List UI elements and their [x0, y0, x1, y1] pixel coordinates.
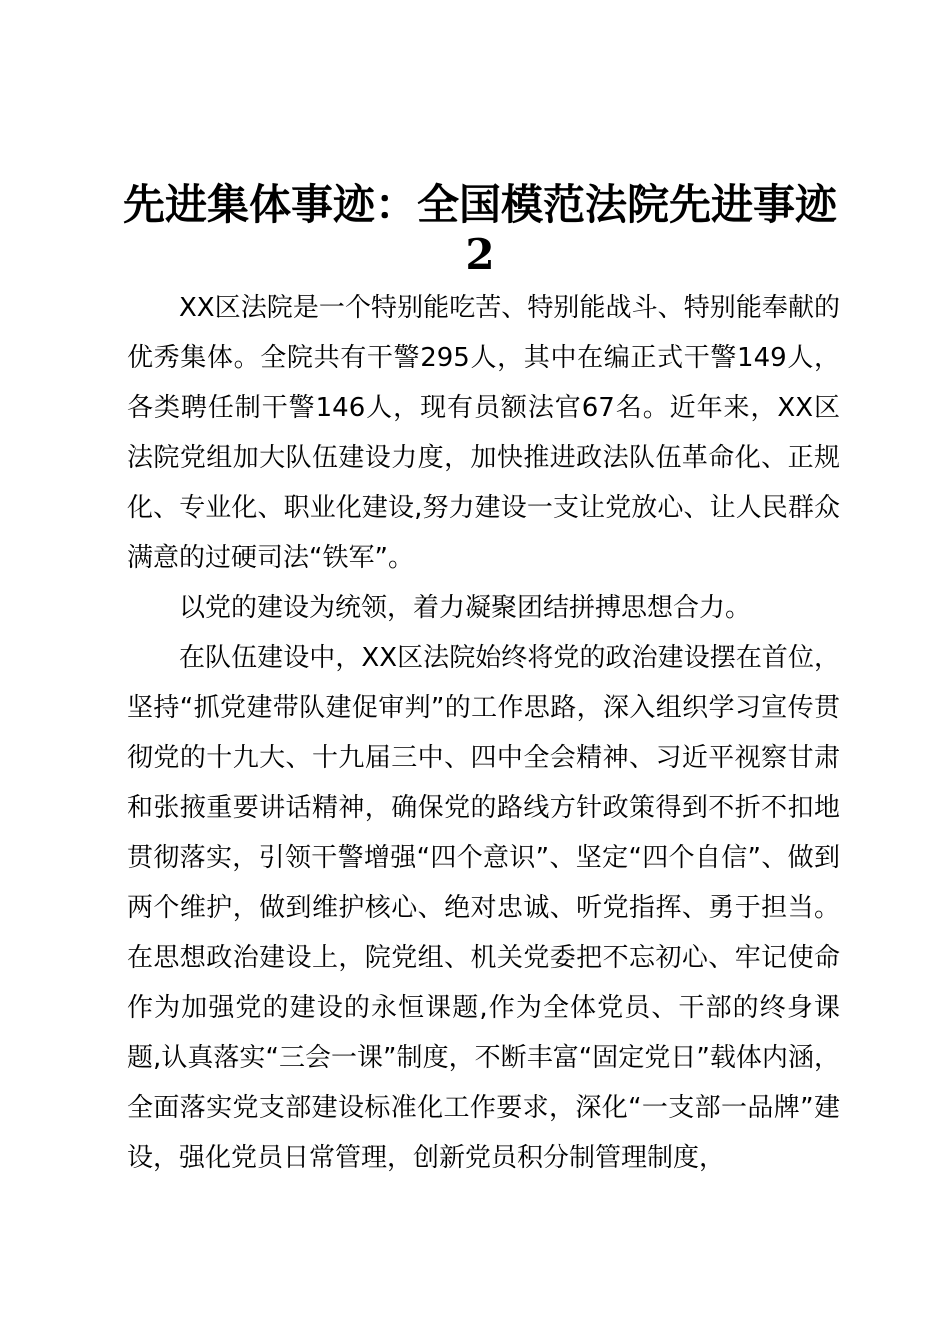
paragraph-party-building: 在队伍建设中，XX区法院始终将党的政治建设摆在首位，坚持“抓党建带队建促审判”的工作思路，深入组织学习宣传贯彻党的十九大、十九届三中、四中全会精神、习近平视察甘肃和张掖重要讲话精神，确保党的路线方针政策得到不折不扣地贯彻落实，引领干警增强“四个意识”、坚定“四个自信”、做到两个维护，做到维护核心、绝对忠诚、听党指挥、勇于担当。在思想政治建设上，院党组、机关党委把不忘初心、牢记使命作为加强党的建设的永恒课题,作为全体党员、干部的终身课题,认真落实“三会一课”制度，不断丰富“固定党日”载体内涵，全面落实党支部建设标准化工作要求，深化“一支部一品牌”建设，强化党员日常管理，创新党员积分制管理制度， — [127, 643, 840, 1173]
paragraph-heading: 以党的建设为统领，着力凝聚团结拼搏思想合力。 — [179, 593, 752, 623]
document-body — [127, 283, 840, 1183]
document-title: 先进集体事迹：全国模范法院先进事迹2 — [122, 180, 837, 279]
paragraph-intro: XX区法院是一个特别能吃苦、特别能战斗、特别能奉献的优秀集体。全院共有干警295人，其中在编正式干警149人，各类聘任制干警146人，现有员额法官67名。近年来，XX区法院党组加大队伍建设力度，加快推进政法队伍革命化、正规化、专业化、职业化建设,努力建设一支让党放心、让人民群众满意的过硬司法“铁军”。 — [127, 293, 840, 573]
